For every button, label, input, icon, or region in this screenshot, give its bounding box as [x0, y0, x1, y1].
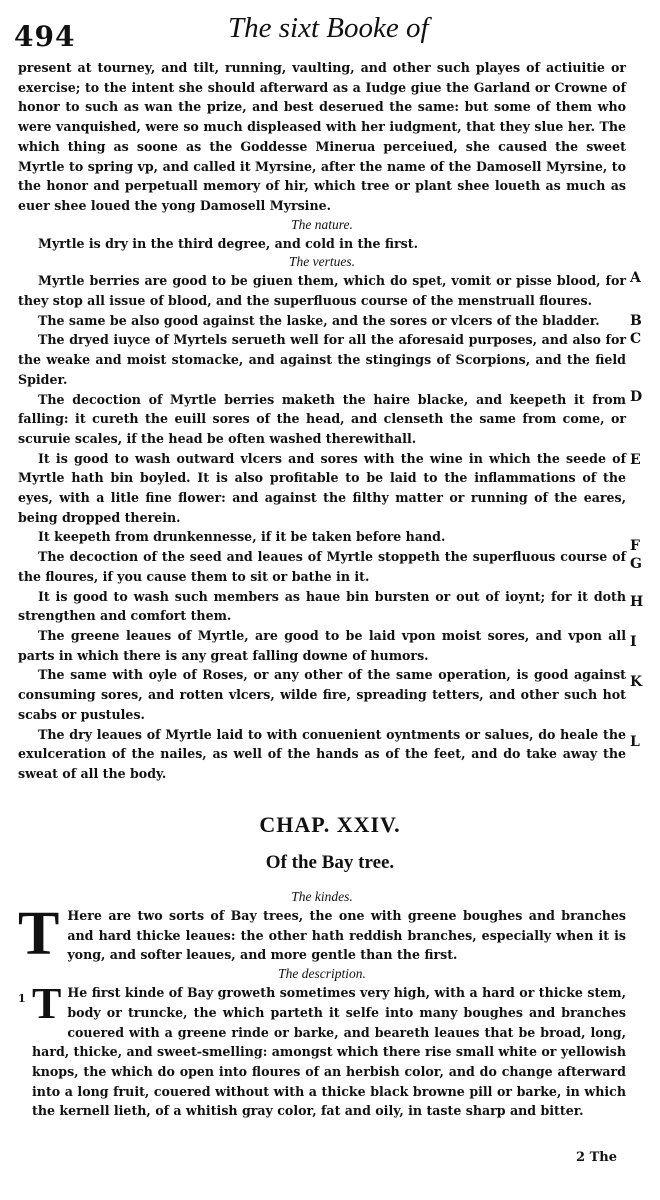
description-heading: The description. — [278, 966, 366, 982]
vertue-paragraph: It keepeth from drunkennesse, if it be taken before hand. — [38, 529, 446, 545]
description-paragraph — [18, 979, 626, 1121]
margin-letter: G — [630, 556, 642, 572]
page-number: 494 — [14, 20, 76, 53]
margin-letter: K — [630, 674, 643, 690]
description-number: 1 — [18, 992, 26, 1006]
drop-cap: T — [18, 900, 60, 968]
myrtle-section — [18, 58, 626, 784]
margin-letter: L — [630, 734, 640, 750]
margin-letter: D — [630, 389, 643, 405]
vertue-paragraph: The dry leaues of Myrtle laid to with conuenient oyntments or salues, do heale the exulceration of the nailes, as well of the hands as of the feet, and do take away the sweat of all the body. — [18, 726, 626, 781]
kindes-paragraph — [18, 900, 626, 968]
nature-heading: The nature. — [291, 216, 353, 232]
chapter-number: CHAP. XXIV. — [259, 812, 401, 837]
kindes-text: Here are two sorts of Bay trees, the one with greene boughes and branches and hard thicke leaues: the other hath reddish branches, especially when it is yong, and softer leaues, and more gentle than the first. — [67, 908, 626, 963]
margin-letter: H — [630, 594, 644, 610]
opening-paragraph: present at tourney, and tilt, running, vaulting, and other such playes of actiuitie or exercise; to the intent she should afterward as a Iudge giue the Garland or Crowne of honor to such as wan the prize, and best deserued the same: but some of them who were vanquished, were so much displeased with her iudgment, that they slue her. The which thing as soone as the Goddesse Minerua perceiued, she caused the sweet Myrtle to spring vp, and called it Myrsine, after the name of the Damosell Myrsine, to the honor and perpetuall memory of hir, which tree or plant shee loueth as much as euer shee loued the yong Damosell Myrsine. — [18, 60, 626, 213]
margin-letter: B — [630, 313, 642, 329]
bay-tree-section — [18, 888, 626, 1121]
margin-letter: I — [630, 634, 637, 650]
vertue-paragraph: It is good to wash outward vlcers and sores with the wine in which the seede of Myrtle hath bin boyled. It is also profitable to be laid to the inflammations of the eyes, with a litle fine flower: and against the filthy matter or running of the eares, being dropped therein. — [18, 450, 626, 525]
description-text: He first kinde of Bay groweth sometimes very high, with a hard or thicke stem, body or truncke, the which parteth it selfe into many boughes and branches couered with a greene rinde or barke, and beareth leaues that be broad, long, hard, thicke, and sweet-smelling: amongst which there rise small white or yellowish knops, the which do open into floures of an herbish color, and do change afterward into a long fruit, couered without with a thicke black browne pill or barke, in which the kernell lieth, of a whitish gray color, fat and oily, in taste sharp and bitter. — [32, 985, 626, 1119]
catchword: 2 The — [576, 1150, 617, 1165]
kindes-heading: The kindes. — [291, 889, 353, 904]
vertue-paragraph: The greene leaues of Myrtle, are good to be laid vpon moist sores, and vpon all parts in which there is any great falling downe of humors. — [18, 627, 626, 663]
vertue-paragraph: Myrtle berries are good to be giuen them, which do spet, vomit or pisse blood, for they stop all issue of blood, and the superfluous course of the menstruall floures. — [18, 273, 626, 309]
vertue-paragraph: The same be also good against the laske, and the sores or vlcers of the bladder. — [38, 312, 600, 328]
drop-cap: T — [32, 979, 62, 1029]
margin-letter: F — [630, 538, 640, 554]
nature-paragraph: Myrtle is dry in the third degree, and cold in the first. — [38, 235, 418, 251]
vertue-paragraph: The decoction of Myrtle berries maketh the haire blacke, and keepeth it from falling: it cureth the euill sores of the head, and clenseth the same from come, or scuruie scales, if the head be often washed therewithall. — [18, 391, 626, 446]
margin-letter: A — [630, 270, 641, 286]
margin-letter: E — [630, 452, 641, 468]
vertue-paragraph: The decoction of the seed and leaues of Myrtle stoppeth the superfluous course of the floures, if you cause them to sit or bathe in it. — [18, 549, 626, 584]
margin-letter: C — [630, 331, 642, 347]
vertues-heading: The vertues. — [289, 254, 355, 270]
running-head: The sixt Booke of — [228, 12, 429, 44]
vertue-paragraph: It is good to wash such members as haue bin bursten or out of ioynt; for it doth strengthen and comfort them. — [18, 588, 626, 624]
vertue-paragraph: The same with oyle of Roses, or any other of the same operation, is good against consuming sores, and rotten vlcers, wilde fire, spreading tetters, and other such hot scabs or pustules. — [18, 667, 626, 722]
chapter-title: Of the Bay tree. — [265, 852, 395, 873]
vertue-paragraph: The dryed iuyce of Myrtels serueth well for all the aforesaid purposes, and also for the weake and moist stomacke, and against the stingings of Scorpions, and the field Spider. — [18, 332, 626, 387]
